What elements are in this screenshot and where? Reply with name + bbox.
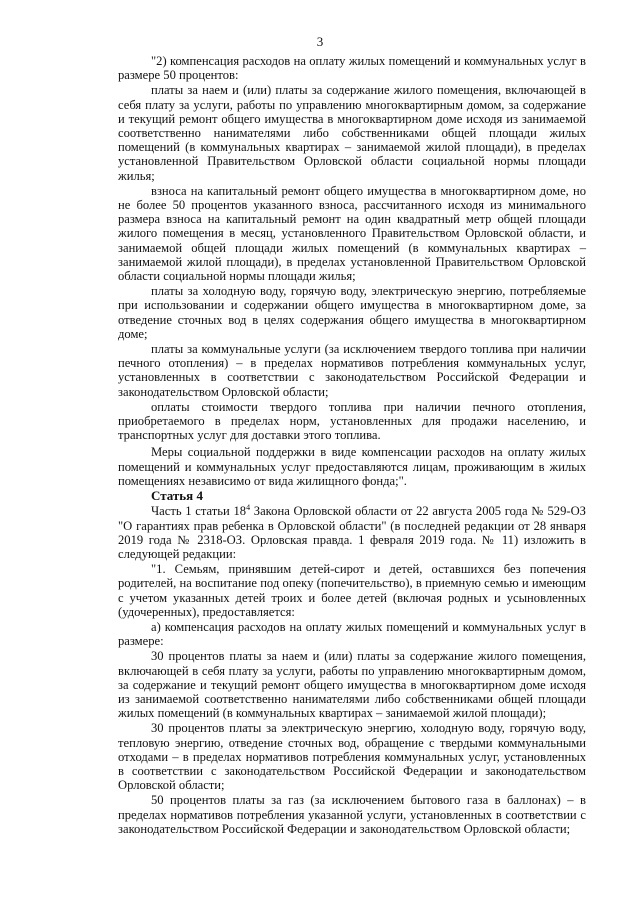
article-4-intro-superscript: 4 [246, 503, 251, 513]
article-4-title: Статья 4 [151, 488, 203, 504]
article-4-intro-part-a: Часть 1 статьи 18 [151, 504, 247, 519]
article-4-utilities-30-percent: 30 процентов платы за электрическую энергию, холодную воду, горячую воду, тепловую энергию, отведение сточных вод, обращение с твердыми коммунальными отходами – в пределах нормативов потребления коммунальных услуг, установленных в соответствии с законодательством Российской Федерации и законодательством Орловской области; [118, 721, 586, 793]
paragraph-compensation-intro: "2) компенсация расходов на оплату жилых помещений и коммунальных услуг в размере 50 процентов: [118, 54, 586, 83]
page-number: 3 [316, 34, 324, 49]
article-4-item-a: а) компенсация расходов на оплату жилых помещений и коммунальных услуг в размере: [118, 619, 586, 649]
paragraph-utility-services: платы за коммунальные услуги (за исключением твердого топлива при наличии печного отопления) – в пределах нормативов потребления коммунальных услуг, установленных в соответствии с законодательством Российской Федерации и законодательством Орловской области; [118, 342, 586, 399]
paragraph-housing-payment: платы за наем и (или) платы за содержание жилого помещения, включающей в себя плату за услуги, работы по управлению многоквартирным домом, за содержание и текущий ремонт общего имущества в многоквартирном доме исходя из занимаемой соответственно нанимателями либо собственниками общей площади жилых помещений (в коммунальных квартирах – занимаемой жилой площади), в пределах установленной Правительством Орловской области социальной нормы площади жилья; [118, 83, 586, 183]
paragraph-capital-repair: взноса на капитальный ремонт общего имущества в многоквартирном доме, но не более 50 процентов указанного взноса, рассчитанного исходя из минимального размера взноса на капитальный ремонт на один квадратный метр общей площади жилого помещения в месяц, установленного Правительством Орловской области, и занимаемой общей площади жилых помещений (в коммунальных квартирах – занимаемой жилой площади), в пределах установленной Правительством Орловской области социальной нормы площади жилья; [118, 183, 586, 284]
article-4-housing-30-percent: 30 процентов платы за наем и (или) платы за содержание жилого помещения, включающей в себя плату за услуги, работы по управлению многоквартирным домом, за содержание и текущий ремонт общего имущества в многоквартирном доме исходя из занимаемой соответственно нанимателями либо собственниками общей площади жилых помещений (в коммунальных квартирах – занимаемой жилой площади); [118, 649, 586, 721]
document-body [118, 54, 586, 837]
article-4-families-paragraph: "1. Семьям, принявшим детей-сирот и детей, оставшихся без попечения родителей, на воспитание под опеку (попечительство), в приемную семью и имеющим с учетом указанных детей троих и более детей (включая родных и усыновленных (удочеренных), предоставляется: [118, 562, 586, 619]
article-4-intro [118, 504, 586, 561]
paragraph-solid-fuel: оплаты стоимости твердого топлива при наличии печного отопления, приобретаемого в пределах норм, установленных для продажи населению, и транспортных услуг для доставки этого топлива. [118, 399, 586, 443]
paragraph-support-measures: Меры социальной поддержки в виде компенсации расходов на оплату жилых помещений и коммунальных услуг предоставляются лицам, проживающим в жилых помещениях независимо от вида жилищного фонда;". [118, 445, 586, 488]
article-4-gas-50-percent: 50 процентов платы за газ (за исключением бытового газа в баллонах) – в пределах нормативов потребления указанной услуги, установленных в соответствии с законодательством Российской Федерации и законодательством Орловской области; [118, 793, 586, 836]
paragraph-common-property-utilities: платы за холодную воду, горячую воду, электрическую энергию, потребляемые при использовании и содержании общего имущества в многоквартирном доме, за отведение сточных вод в целях содержания общего имущества в многоквартирном доме; [118, 284, 586, 341]
article-4-intro-part-b: Закона Орловской области от 22 августа 2005 года № 529-ОЗ "О гарантиях прав ребенка в Орловской области" (в последней редакции от 28 января 2019 года № 2318-ОЗ. Орловская правда. 1 февраля 2019 года. № 11) изложить в следующей редакции: [118, 504, 586, 561]
